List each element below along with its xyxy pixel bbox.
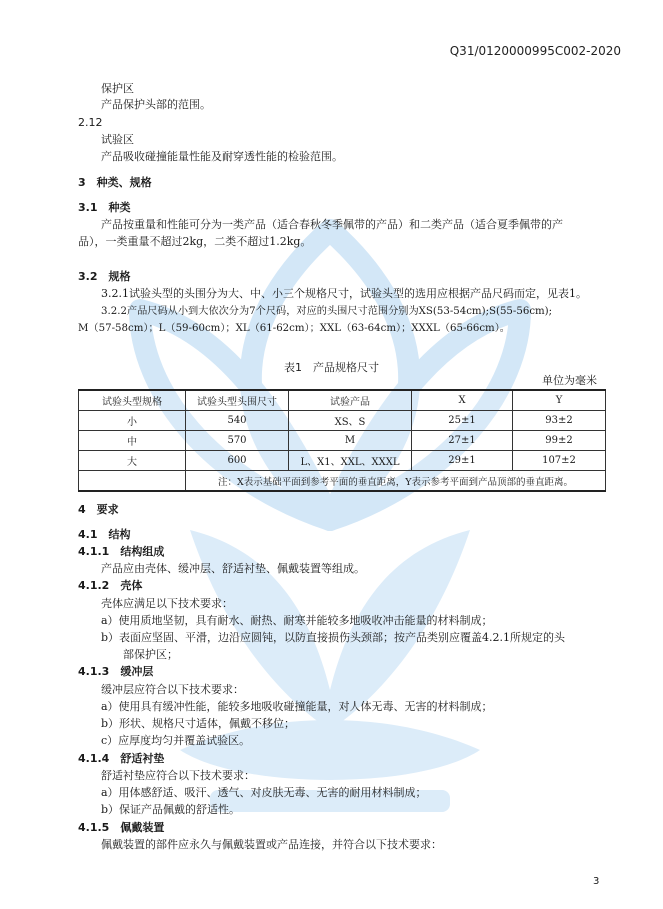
table-header-cell: Y [513,390,606,411]
subsection-heading: 4.1.5 佩戴装置 [78,821,165,834]
table-header-row [79,390,606,411]
paragraph: 壳体应满足以下技术要求： [101,597,233,610]
paragraph: 品），一类重量不超过2kg，二类不超过1.2kg。 [78,235,312,248]
section-heading: 3 种类、规格 [78,176,152,189]
table-row [79,431,606,451]
list-item: c）应厚度均匀并覆盖试验区。 [101,734,251,747]
paragraph: 产品按重量和性能可分为一类产品（适合春秋冬季佩带的产品）和二类产品（适合夏季佩带的产 [101,218,563,231]
paragraph: 3.2.2产品尺码从小到大依次分为7个尺码，对应的头围尺寸范围分别为XS(53-54cm);S(55-56cm); [101,306,553,317]
term-number: 2.12 [78,116,103,129]
table-note-row [79,471,606,492]
table-header-cell: 试验产品 [289,390,412,411]
term-definition: 产品保护头部的范围。 [101,98,211,111]
table-cell: 570 [186,431,289,451]
table-cell: 小 [79,411,186,431]
list-item: b）形状、规格尺寸适体，佩戴不移位； [101,717,296,730]
term-definition: 产品吸收碰撞能量性能及耐穿透性能的检验范围。 [101,150,343,163]
list-item: b）表面应坚固、平滑，边沿应圆钝，以防直接损伤头颈部；按产品类别应覆盖4.2.1所规定的头 [101,631,566,644]
section-heading: 4 要求 [78,503,119,516]
subsection-heading: 3.2 规格 [78,270,131,283]
paragraph: 佩戴装置的部件应永久与佩戴装置或产品连接，并符合以下技术要求： [101,838,442,851]
table-cell: L、X1、XXL、XXXL [289,451,412,471]
paragraph: 3.2.1试验头型的头围分为大、中、小三个规格尺寸，试验头型的选用应根据产品尺码而定，见表1。 [101,287,587,300]
table-cell: 27±1 [412,431,513,451]
table-note: 注：X表示基础平面到参考平面的垂直距离，Y表示参考平面到产品顶部的垂直距离。 [186,471,606,492]
table-row [79,411,606,431]
paragraph: 舒适衬垫应符合以下技术要求： [101,769,255,782]
table-cell: 99±2 [513,431,606,451]
table-header-cell: 试验头型头围尺寸 [186,390,289,411]
subsection-heading: 4.1.2 壳体 [78,579,143,592]
paragraph: 缓冲层应符合以下技术要求： [101,683,244,696]
table-header-cell: 试验头型规格 [79,390,186,411]
list-item: a）用体感舒适、吸汗、透气、对皮肤无毒、无害的耐用材料制成； [101,786,427,799]
table-unit: 单位为毫米 [542,374,597,387]
page-number: 3 [593,876,600,887]
table-cell: 600 [186,451,289,471]
table-cell: 107±2 [513,451,606,471]
subsection-heading: 4.1.4 舒适衬垫 [78,752,165,765]
table-cell [79,471,186,492]
table-cell: XS、S [289,411,412,431]
subsection-heading: 4.1 结构 [78,528,131,541]
table-cell: 29±1 [412,451,513,471]
table-header-cell: X [412,390,513,411]
table-cell: 大 [79,451,186,471]
list-item: a）使用具有缓冲性能，能较多地吸收碰撞能量，对人体无毒、无害的材料制成； [101,700,493,713]
term-heading: 试验区 [101,133,134,146]
subsection-heading: 4.1.3 缓冲层 [78,665,154,678]
document-number: Q31/0120000995C002-2020 [449,44,621,58]
term-heading: 保护区 [101,82,134,95]
table-row [79,451,606,471]
table-cell: 540 [186,411,289,431]
paragraph: 产品应由壳体、缓冲层、舒适衬垫、佩戴装置等组成。 [101,562,365,575]
table-cell: 93±2 [513,411,606,431]
spec-table [78,389,606,492]
list-item: 部保护区； [123,648,178,661]
table-cell: M [289,431,412,451]
table-cell: 中 [79,431,186,451]
subsection-heading: 4.1.1 结构组成 [78,545,165,558]
subsection-heading: 3.1 种类 [78,201,131,214]
table-cell: 25±1 [412,411,513,431]
table-caption: 表1 产品规格尺寸 [284,361,379,374]
paragraph: M（57-58cm）；L（59-60cm）；XL（61-62cm）；XXL（63-64cm）；XXXL（65-66cm）。 [78,323,510,334]
list-item: b）保证产品佩戴的舒适性。 [101,803,241,816]
list-item: a）使用质地坚韧，具有耐水、耐热、耐寒并能较多地吸收冲击能量的材料制成； [101,614,493,627]
